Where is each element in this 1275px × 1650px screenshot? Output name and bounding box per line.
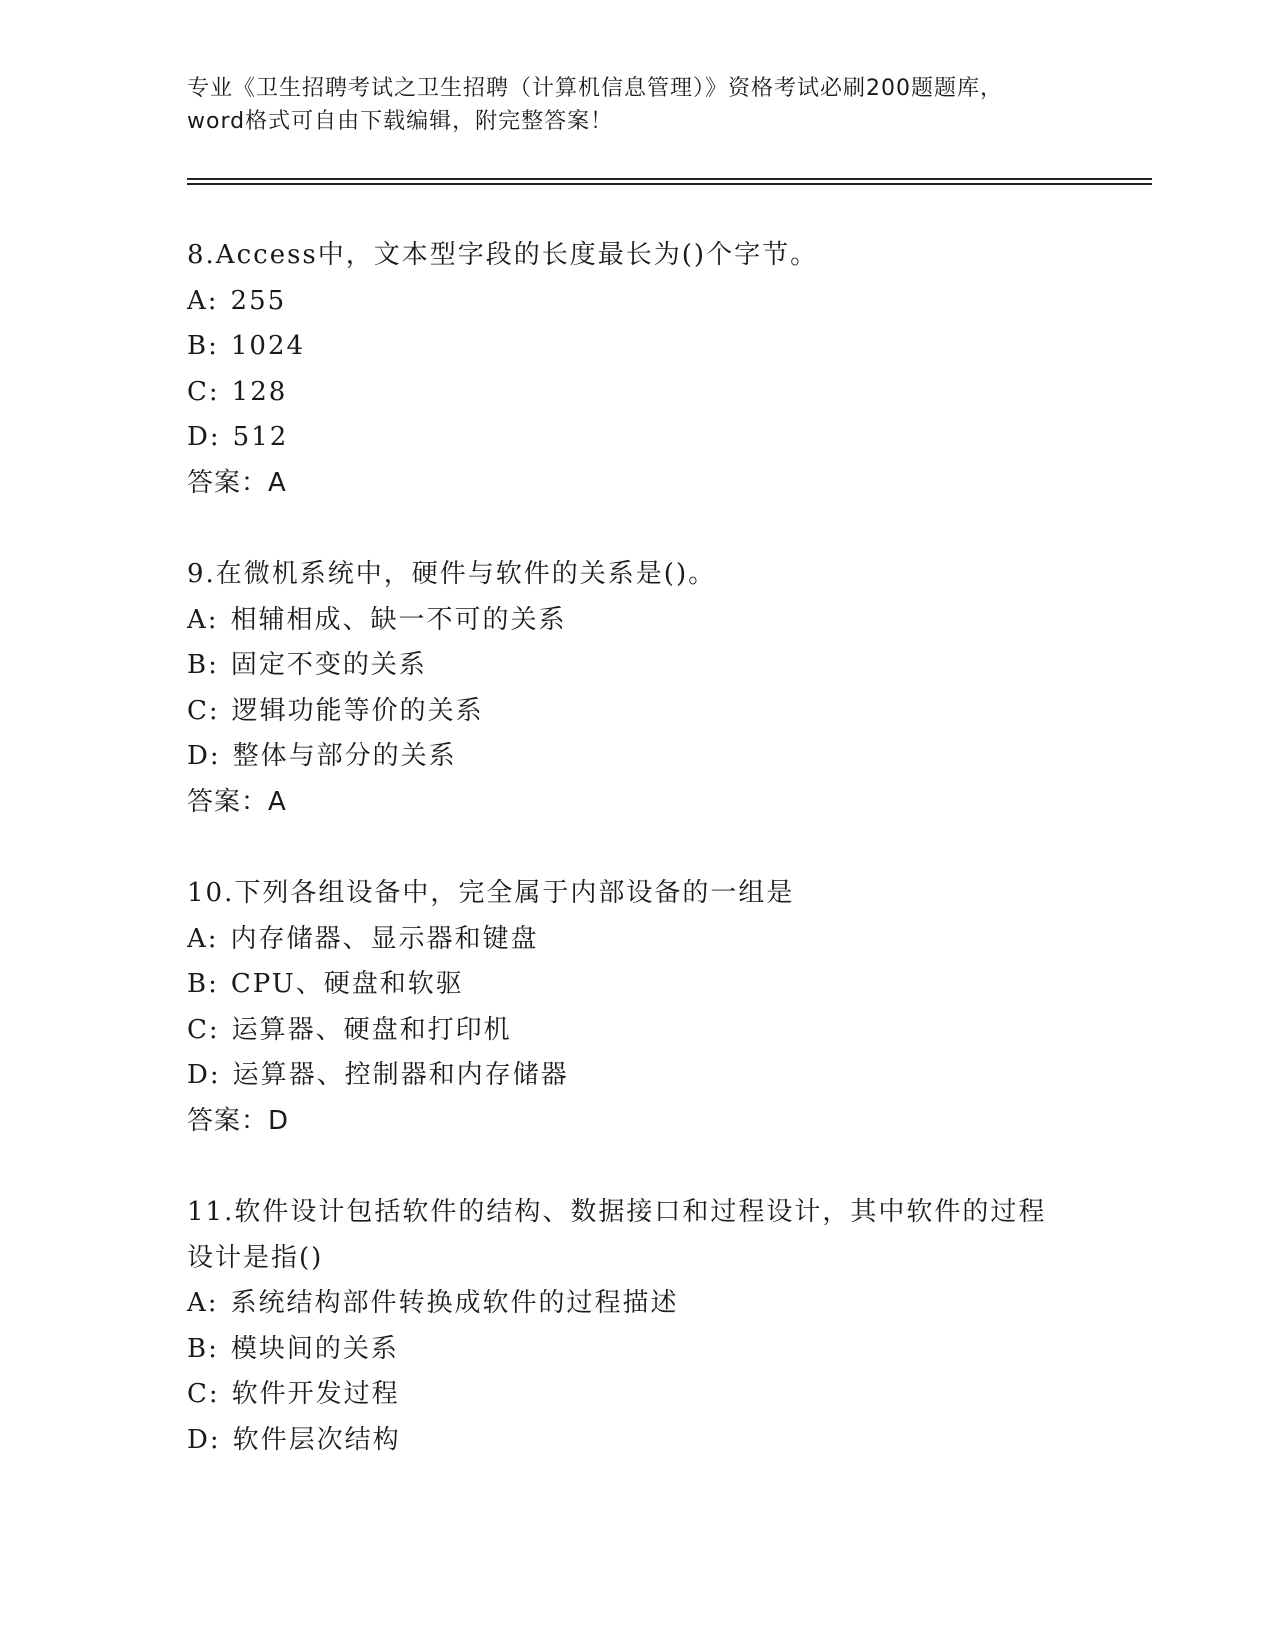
option-key: B: — [187, 650, 219, 680]
option-text: 512 — [232, 422, 289, 452]
option-b — [187, 324, 1087, 370]
option-a — [187, 917, 1087, 963]
question-9 — [187, 552, 1087, 825]
option-text: 运算器、硬盘和打印机 — [231, 1014, 512, 1045]
question-stem — [187, 871, 1087, 917]
answer-text: 答案：A — [187, 467, 287, 498]
option-text: 软件开发过程 — [231, 1379, 400, 1409]
option-c — [187, 689, 1087, 735]
header-divider-top — [187, 178, 1152, 180]
option-key: A: — [187, 604, 219, 635]
question-stem — [187, 1190, 1087, 1281]
question-stem — [187, 233, 1087, 279]
option-key: C: — [187, 1014, 220, 1045]
question-stem-line: 8.Access中，文本型字段的长度最长为()个字节。 — [187, 240, 819, 270]
option-text: 1024 — [230, 331, 306, 361]
option-key: C: — [187, 1379, 220, 1409]
answer-text: 答案：A — [187, 786, 287, 817]
option-text: 模块间的关系 — [230, 1333, 399, 1364]
option-a — [187, 1281, 1087, 1327]
question-list — [187, 233, 1087, 1509]
option-key: D: — [187, 1060, 221, 1090]
question-8 — [187, 233, 1087, 506]
option-b — [187, 643, 1087, 689]
option-text: 内存储器、显示器和键盘 — [230, 923, 539, 954]
option-key: D: — [187, 1424, 221, 1455]
option-key: C: — [187, 695, 220, 726]
option-c — [187, 370, 1087, 416]
question-stem-line: 设计是指() — [187, 1242, 324, 1273]
option-text: 系统结构部件转换成软件的过程描述 — [230, 1288, 679, 1318]
option-key: C: — [187, 376, 220, 407]
question-10 — [187, 871, 1087, 1144]
header-line-1: 专业《卫生招聘考试之卫生招聘（计算机信息管理）》资格考试必刷200题题库， — [187, 76, 1003, 101]
option-c — [187, 1372, 1087, 1418]
option-b — [187, 962, 1087, 1008]
option-key: A: — [187, 923, 219, 954]
answer-text: 答案：D — [187, 1105, 290, 1136]
option-d — [187, 734, 1087, 780]
option-d — [187, 1053, 1087, 1099]
option-key: D: — [187, 422, 221, 452]
question-stem-line: 11.软件设计包括软件的结构、数据接口和过程设计，其中软件的过程 — [187, 1197, 1047, 1227]
option-key: B: — [187, 331, 219, 361]
option-key: A: — [187, 1288, 219, 1318]
option-key: D: — [187, 741, 221, 771]
option-text: 128 — [231, 376, 288, 407]
question-stem-line: 9.在微机系统中，硬件与软件的关系是()。 — [187, 559, 717, 589]
document-header — [187, 72, 1087, 138]
option-a — [187, 598, 1087, 644]
option-d — [187, 1418, 1087, 1464]
question-stem — [187, 552, 1087, 598]
option-text: 255 — [230, 285, 287, 316]
option-d — [187, 415, 1087, 461]
option-key: B: — [187, 969, 219, 999]
option-text: 整体与部分的关系 — [232, 741, 457, 771]
question-11 — [187, 1190, 1087, 1463]
option-text: 运算器、控制器和内存储器 — [232, 1060, 569, 1090]
option-text: 相辅相成、缺一不可的关系 — [230, 604, 567, 635]
option-key: B: — [187, 1333, 219, 1364]
option-a — [187, 279, 1087, 325]
option-text: 软件层次结构 — [232, 1424, 401, 1455]
option-text: 逻辑功能等价的关系 — [231, 695, 484, 726]
option-text: CPU、硬盘和软驱 — [230, 969, 464, 999]
option-key: A: — [187, 285, 219, 316]
option-c — [187, 1008, 1087, 1054]
header-line-2: word格式可自由下载编辑，附完整答案！ — [187, 109, 614, 134]
header-divider-bottom — [187, 183, 1152, 185]
option-text: 固定不变的关系 — [230, 650, 427, 680]
question-stem-line: 10.下列各组设备中，完全属于内部设备的一组是 — [187, 878, 795, 908]
option-b — [187, 1327, 1087, 1373]
